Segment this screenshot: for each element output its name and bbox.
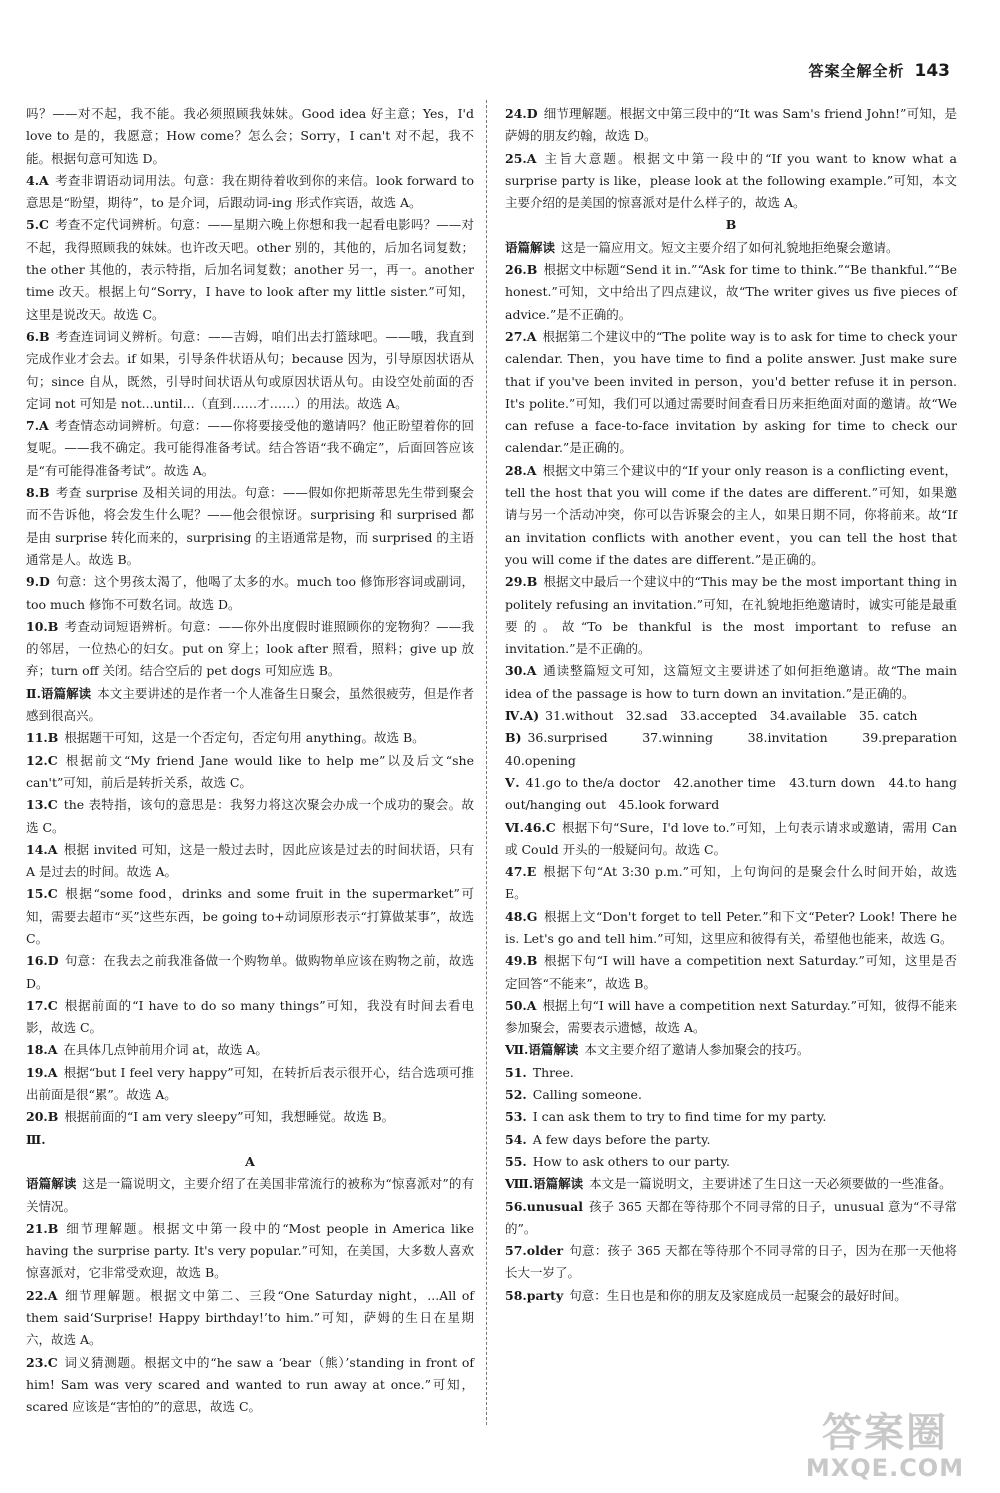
answer-number: 58.party [505, 1287, 564, 1303]
answer-number: 28.A [505, 462, 537, 478]
answer-item [26, 839, 474, 884]
section-number: Ⅲ. [26, 1131, 46, 1147]
answer-explanation: 根据下句“At 3:30 p.m.”可知，上句询问的是聚会什么时间开始，故选 E。 [505, 864, 957, 902]
answer-number: Ⅶ.语篇解读 [505, 1042, 579, 1058]
section-subheading: B [725, 217, 737, 233]
answer-item [505, 1106, 957, 1128]
answer-number: 27.A [505, 328, 537, 344]
answer-explanation: A few days before the party. [532, 1131, 711, 1147]
answer-explanation: 吗？——对不起，我不能。我必须照顾我妹妹。Good idea 好主意；Yes，I'd love to 是的，我愿意；How come？怎么会；Sorry，I can't 对不起，我不能。根据句意可知选 D。 [26, 106, 474, 166]
answer-number: 21.B [26, 1220, 59, 1236]
answer-item [505, 460, 957, 571]
answer-item [505, 861, 957, 906]
answer-item [505, 1129, 957, 1151]
answer-explanation: 句意：生日也是和你的朋友及家庭成员一起聚会的最好时间。 [569, 1287, 907, 1303]
answer-number: 9.D [26, 574, 50, 590]
answer-explanation: 根据题干可知，这是一个否定句，否定句用 anything。故选 B。 [64, 730, 425, 746]
answer-number: 语篇解读 [505, 239, 556, 255]
answer-explanation: 这是一篇应用文。短文主要介绍了如何礼貌地拒绝聚会邀请。 [561, 239, 899, 255]
answer-explanation: 细节理解题。根据文中第一段中的“Most people in America like having the surprise party. It's very popular.”可知，在美国，大多数人喜欢惊喜派对，它非常受欢迎，故选 B。 [26, 1220, 474, 1281]
answer-explanation: 细节理解题。根据文中第三段中的“It was Sam's friend John!”可知，是萨姆的朋友约翰，故选 D。 [505, 106, 957, 144]
answer-item [26, 727, 474, 749]
answer-number: 14.A [26, 841, 58, 857]
answer-explanation: How to ask others to our party. [532, 1153, 731, 1169]
header-title: 答案全解全析 [808, 62, 905, 80]
answer-number: Ⅷ.语篇解读 [505, 1176, 584, 1192]
answer-item [26, 415, 474, 482]
answer-item [26, 1285, 474, 1352]
answer-number: 15.C [26, 886, 58, 902]
answer-item [26, 326, 474, 415]
answer-item [26, 1352, 474, 1419]
answer-explanation: 本文主要介绍了邀请人参加聚会的技巧。 [584, 1042, 810, 1058]
answer-explanation: 句意：在我去之前我准备做一个购物单。做购物单应该在购物之前，故选 D。 [26, 953, 474, 991]
answer-explanation: 根据第二个建议中的“The polite way is to ask for time to check your calendar. Then，you have time to find a polite answer. Just make sure that if you've been invited in person，you'd better refuse it in person. It's polite.”可知，我们可以通过需要时间查看日历来拒绝面对面的邀请。故“We can refuse a face-to-face invitation by asking for time to check our calendar.”是正确的。 [505, 328, 957, 456]
answer-explanation: 根据文中最后一个建议中的“This may be the most important thing in politely refusing an invitation.”可知，在礼貌地拒绝邀请时，诚实可能是最重要的。故“To be thankful is the most important to refuse an invitation.”是不正确的。 [505, 574, 957, 657]
answer-item [505, 817, 957, 862]
answer-number: 16.D [26, 953, 59, 969]
answer-explanation: 根据“but I feel very happy”可知，在转折后表示很开心，结合选项可推出前面是很“累”。故选 A。 [26, 1064, 474, 1103]
answer-item [505, 906, 957, 951]
answer-number: 56.unusual [505, 1198, 583, 1214]
answer-number: 7.A [26, 418, 49, 434]
answer-explanation: 考查 surprise 及相关词的用法。句意：——假如你把斯蒂思先生带到聚会而不告诉他，将会发生什么呢？——他会很惊讶。surprising 和 surprised 都是由 surprise 转化而来的，surprising 的主语通常是物，而 surprised 的主语通常是人。故选 B。 [26, 485, 474, 567]
answer-number: Ⅱ.语篇解读 [26, 685, 92, 701]
answer-explanation: 通读整篇短文可知，这篇短文主要讲述了如何拒绝邀请。故“The main idea of the passage is how to turn down an invitation.”是正确的。 [505, 663, 957, 701]
answer-explanation: I can ask them to try to find time for my party. [532, 1109, 827, 1125]
answer-item [505, 571, 957, 660]
left-column [26, 103, 474, 1473]
answer-item [26, 103, 474, 170]
answer-number: Ⅵ.46.C [505, 819, 556, 835]
answer-explanation: the 表特指，该句的意思是：我努力将这次聚会办成一个成功的聚会。故选 C。 [26, 797, 474, 835]
answer-item [505, 1039, 957, 1061]
answer-number: 54. [505, 1131, 527, 1147]
watermark-top: 答案圈 [822, 1410, 948, 1456]
section-subheading: A [245, 1153, 255, 1169]
answer-number: B) [505, 730, 522, 746]
answer-explanation: 句意：这个男孩太渴了，他喝了太多的水。much too 修饰形容词或副词，too much 修饰不可数名词。故选 D。 [26, 574, 474, 612]
answer-explanation: 考查非谓语动词用法。句意：我在期待着收到你的来信。look forward to 意思是“盼望，期待”，to 是介词，后跟动词-ing 形式作宾语，故选 A。 [26, 172, 474, 211]
answer-item [26, 1039, 474, 1061]
answer-explanation: 根据 invited 可知，这是一般过去时，因此应该是过去的时间状语，只有 A 是过去的时间。故选 A。 [26, 841, 474, 880]
answer-number: 30.A [505, 663, 537, 679]
answer-explanation: 本文是一篇说明文，主要讲述了生日这一天必须要做的一些准备。 [589, 1176, 952, 1192]
answer-explanation: 根据文中第三个建议中的“If your only reason is a conflicting event，tell the host that you will come if the dates are different.”可知，如果邀请与另一个活动冲突，你可以告诉聚会的主人，如果日期不同，你将前来。故“If an invitation conflicts with another event，you can tell the host that you will come if the dates are different.”是正确的。 [505, 462, 957, 567]
answer-explanation: 考查动词短语辨析。句意：——你外出度假时谁照顾你的宠物狗？——我的邻居，一位热心的妇女。put on 穿上；look after 照看，照料；give up 放弃；turn off 关闭。结合空后的 pet dogs 可知应选 B。 [26, 618, 474, 679]
answer-explanation: 根据下句“Sure，I'd love to.”可知，上句表示请求或邀请，需用 Can 或 Could 开头的一般疑问句。故选 C。 [505, 819, 957, 857]
answer-number: 17.C [26, 997, 58, 1013]
answer-item [26, 1173, 474, 1218]
answer-number: 57.older [505, 1243, 564, 1259]
answer-number: 29.B [505, 574, 538, 590]
answer-explanation: 在具体几点钟前用介词 at，故选 A。 [63, 1042, 268, 1058]
answer-explanation: 词义猜测题。根据文中的“he saw a ‘bear（熊）’standing in front of him! Sam was very scared and wanted to run away at once.”可知，scared 应该是“害怕的”的意思，故选 C。 [26, 1354, 474, 1415]
answer-item [505, 237, 957, 259]
answer-number: 10.B [26, 618, 59, 634]
right-column [505, 103, 970, 1473]
answer-explanation: 细节理解题。根据文中第二、三段“One Saturday night，...All of them said‘Surprise! Happy birthday!’to him.”可知，萨姆的生日在星期六，故选 A。 [26, 1287, 474, 1348]
watermark-logo [790, 1411, 980, 1485]
answer-explanation: Calling someone. [532, 1087, 642, 1103]
answer-item [505, 148, 957, 215]
answer-item [26, 950, 474, 995]
answer-number: 5.C [26, 217, 49, 233]
answer-number: 25.A [505, 150, 537, 166]
answer-item [505, 103, 957, 148]
answer-item [505, 1285, 957, 1307]
answer-explanation: 本文主要讲述的是作者一个人准备生日聚会，虽然很疲劳，但是作者感到很高兴。 [26, 685, 474, 724]
watermark-bottom: MXQE.COM [805, 1454, 965, 1482]
answer-explanation: 这是一篇说明文，主要介绍了在美国非常流行的被称为“惊喜派对”的有关情况。 [26, 1176, 474, 1214]
answer-item [505, 1196, 957, 1241]
answer-number: 50.A [505, 997, 537, 1013]
answer-item [505, 1240, 957, 1285]
answer-number: Ⅳ.A) [505, 708, 540, 724]
answer-explanation: 根据上文“Don't forget to tell Peter.”和下文“Peter? Look! There he is. Let's go and tell him.”可知，这里应和彼得有关，希望他也能来，故选 G。 [505, 908, 957, 946]
answer-number: 13.C [26, 797, 58, 813]
answer-explanation: 句意：孩子 365 天都在等待那个不同寻常的日子，因为在那一天他将长大一岁了。 [505, 1243, 957, 1281]
answer-number: 51. [505, 1064, 527, 1080]
page-header [808, 60, 950, 81]
answer-number: 20.B [26, 1109, 59, 1125]
answer-number: 4.A [26, 172, 49, 188]
answer-number: 18.A [26, 1042, 58, 1058]
answer-item [505, 727, 970, 772]
answer-explanation: 41.go to the/a doctor 42.another time 43.turn down 44.to hang out/hanging out 45.look forward [505, 774, 957, 813]
answer-number: 23.C [26, 1354, 58, 1370]
answer-number: 24.D [505, 106, 538, 121]
answer-number: 11.B [26, 730, 59, 746]
answer-number: 52. [505, 1087, 527, 1103]
answer-number: 26.B [505, 262, 538, 278]
answer-explanation: 考查连词词义辨析。句意：——吉姆，咱们出去打篮球吧。——哦，我直到完成作业才会去。if 如果，引导条件状语从句；because 因为，引导原因状语从句；since 自从，既然，引导时间状语从句或原因状语从句。由设空处前面的否定词 not 可知是 not...until...（直到……才……）的用法。故选 A。 [26, 328, 474, 411]
answer-item [26, 214, 474, 325]
answer-item [26, 170, 474, 215]
answer-item [26, 1218, 474, 1285]
answer-item [26, 995, 474, 1040]
answer-explanation: 主旨大意题。根据文中第一段中的“If you want to know what a surprise party is like，please look at the following example.”可知，本文主要介绍的是美国的惊喜派对是什么样子的，故选 A。 [505, 150, 957, 211]
answer-item [26, 482, 474, 571]
answer-explanation: 根据上句“I will have a competition next Saturday.”可知，彼得不能来参加聚会，需要表示遗憾，故选 A。 [505, 997, 957, 1036]
answer-item [26, 794, 474, 839]
answer-item [26, 571, 474, 616]
answer-item [505, 1084, 957, 1106]
answer-item [505, 1151, 957, 1173]
answer-number: 53. [505, 1109, 527, 1125]
answer-explanation: 根据前面的“I have to do so many things”可知，我没有时间去看电影，故选 C。 [26, 997, 474, 1036]
answer-explanation: 孩子 365 天都在等待那个不同寻常的日子，unusual 意为“不寻常的”。 [505, 1198, 957, 1236]
answer-number: 19.A [26, 1064, 58, 1080]
answer-explanation: 根据“some food，drinks and some fruit in the supermarket”可知，需要去超市“买”这些东西，be going to+动词原形表示“打算做某事”，故选 C。 [26, 886, 474, 946]
answer-number: 47.E [505, 864, 537, 880]
answer-item [26, 616, 474, 683]
answer-item [26, 750, 474, 795]
answer-explanation: 根据文中标题“Send it in.”“Ask for time to think.”“Be thankful.”“Be honest.”可知，文中给出了四点建议，故“The writer gives us five pieces of advice.”是不正确的。 [505, 262, 957, 322]
answer-item [505, 705, 957, 727]
answer-number: 语篇解读 [26, 1176, 77, 1192]
answer-item [505, 1062, 957, 1084]
answer-item [26, 683, 474, 728]
answer-explanation: 根据前面的“I am very sleepy”可知，我想睡觉。故选 B。 [64, 1109, 395, 1125]
answer-number: 6.B [26, 328, 50, 344]
answer-item [26, 1106, 474, 1128]
answer-explanation: 31.without 32.sad 33.accepted 34.available 35. catch [545, 708, 918, 724]
answer-item [26, 883, 474, 950]
answer-item [505, 326, 957, 460]
page-number: 143 [914, 61, 950, 81]
answer-explanation: 根据前文“My friend Jane would like to help me”以及后文“she can't”可知，前后是转折关系，故选 C。 [26, 752, 474, 790]
answer-explanation: Three. [532, 1064, 574, 1080]
answer-item [505, 259, 957, 326]
answer-number: Ⅴ. [505, 774, 520, 790]
answer-item [505, 660, 957, 705]
answer-explanation: 考查情态动词辨析。句意：——你将要接受他的邀请吗？他正盼望着你的回复呢。——我不确定。我可能得准备考试。结合答语“我不确定”，后面回答应该是“有可能得准备考试”。故选 A。 [26, 418, 474, 478]
answer-item [505, 995, 957, 1040]
answer-number: 55. [505, 1153, 527, 1169]
answer-explanation: 36.surprised 37.winning 38.invitation 39.preparation 40.opening [505, 730, 970, 768]
answer-explanation: 根据下句“I will have a competition next Saturday.”可知，这里是否定回答“不能来”，故选 B。 [505, 953, 957, 991]
answer-number: 22.A [26, 1287, 58, 1303]
column-divider [486, 100, 487, 1425]
answer-item [505, 950, 957, 995]
answer-explanation: 考查不定代词辨析。句意：——星期六晚上你想和我一起看电影吗？——对不起，我得照顾我的妹妹。也许改天吧。other 别的，其他的，后加名词复数；the other 其他的，表示特指，后加名词复数；another 另一，再一。another time 改天。根据上句“Sorry，I have to look after my little sister.”可知，这里是说改天。故选 C。 [26, 217, 474, 322]
answer-number: 48.G [505, 908, 538, 924]
answer-item [505, 772, 957, 817]
answer-item [505, 1173, 957, 1195]
answer-number: 12.C [26, 752, 58, 768]
answer-number: 49.B [505, 953, 538, 969]
answer-item [26, 1062, 474, 1107]
answer-number: 8.B [26, 485, 50, 501]
